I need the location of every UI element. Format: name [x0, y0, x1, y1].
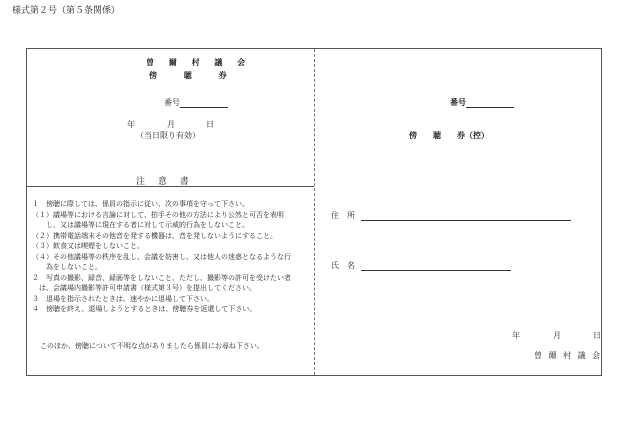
rule-line: （３）飲食又は喫煙をしないこと。: [32, 242, 144, 250]
rule-line: ４ 傍聴を終え、退場しようとするときは、傍聴券を返還して下さい。: [32, 305, 257, 313]
notice-footer: このほか、傍聴について不明な点がありましたら係員にお尋ね下さい。: [40, 342, 264, 350]
left-date-day: 日: [206, 120, 214, 129]
left-number-line: [180, 107, 228, 108]
rule-line: は、会議場内撮影等許可申請書（様式第３号）を提出してください。: [32, 284, 256, 292]
perforation-divider: [314, 49, 315, 375]
name-line: [361, 270, 511, 271]
rule-line: （４）その他議場等の秩序を乱し、会議を妨害し、又は他人の迷惑となるような行: [32, 252, 291, 261]
right-date-year: 年: [512, 331, 520, 340]
rule-line: （２）携帯電話端末その他音を発する機器は、音を発しないようにすること。: [32, 231, 277, 240]
rule-line: 為をしないこと。: [32, 263, 102, 271]
left-number-field: [164, 97, 228, 108]
left-org-title: 曽 爾 村 議 会: [146, 57, 252, 67]
name-label: 氏 名: [331, 261, 355, 270]
right-ticket-copy-title: 傍 聴 券（控）: [409, 130, 489, 140]
form-id: 様式第２号（第５条関係）: [12, 6, 121, 16]
address-line: [361, 220, 571, 221]
notice-heading: 注 意 書: [136, 177, 194, 187]
notice-rules: [32, 199, 291, 315]
address-field: [331, 210, 571, 221]
right-org: 曽 爾 村 議 会: [534, 351, 603, 360]
right-number-line: [466, 107, 514, 108]
rule-line: １ 傍聴に際しては、係員の指示に従い、次の事項を守って下さい。: [32, 200, 249, 208]
rule-line: （１）議場等における言論に対して、拍手その他の方法により公然と可否を表明: [32, 210, 284, 219]
right-date-day: 日: [593, 331, 601, 340]
right-number-field: [450, 97, 514, 108]
rule-line: ２ 写真の撮影、録音、録画等をしないこと。ただし、撮影等の許可を受けたい者: [32, 273, 291, 282]
left-date-month: 月: [167, 120, 175, 129]
right-number-label: 番号: [450, 97, 466, 107]
rule-line: ３ 退場を指示されたときは、速やかに退場して下さい。: [32, 294, 214, 303]
left-number-label: 番号: [164, 98, 180, 107]
left-validity: （当日限り有効）: [136, 131, 200, 140]
right-date-month: 月: [553, 331, 561, 340]
left-ticket-title: 傍 聴 券: [149, 70, 239, 80]
name-field: [331, 260, 511, 271]
left-date-year: 年: [127, 120, 135, 129]
address-label: 住 所: [331, 211, 355, 220]
rule-line: し、又は議場等に現在する者に対して示威的行為をしないこと。: [32, 221, 249, 229]
